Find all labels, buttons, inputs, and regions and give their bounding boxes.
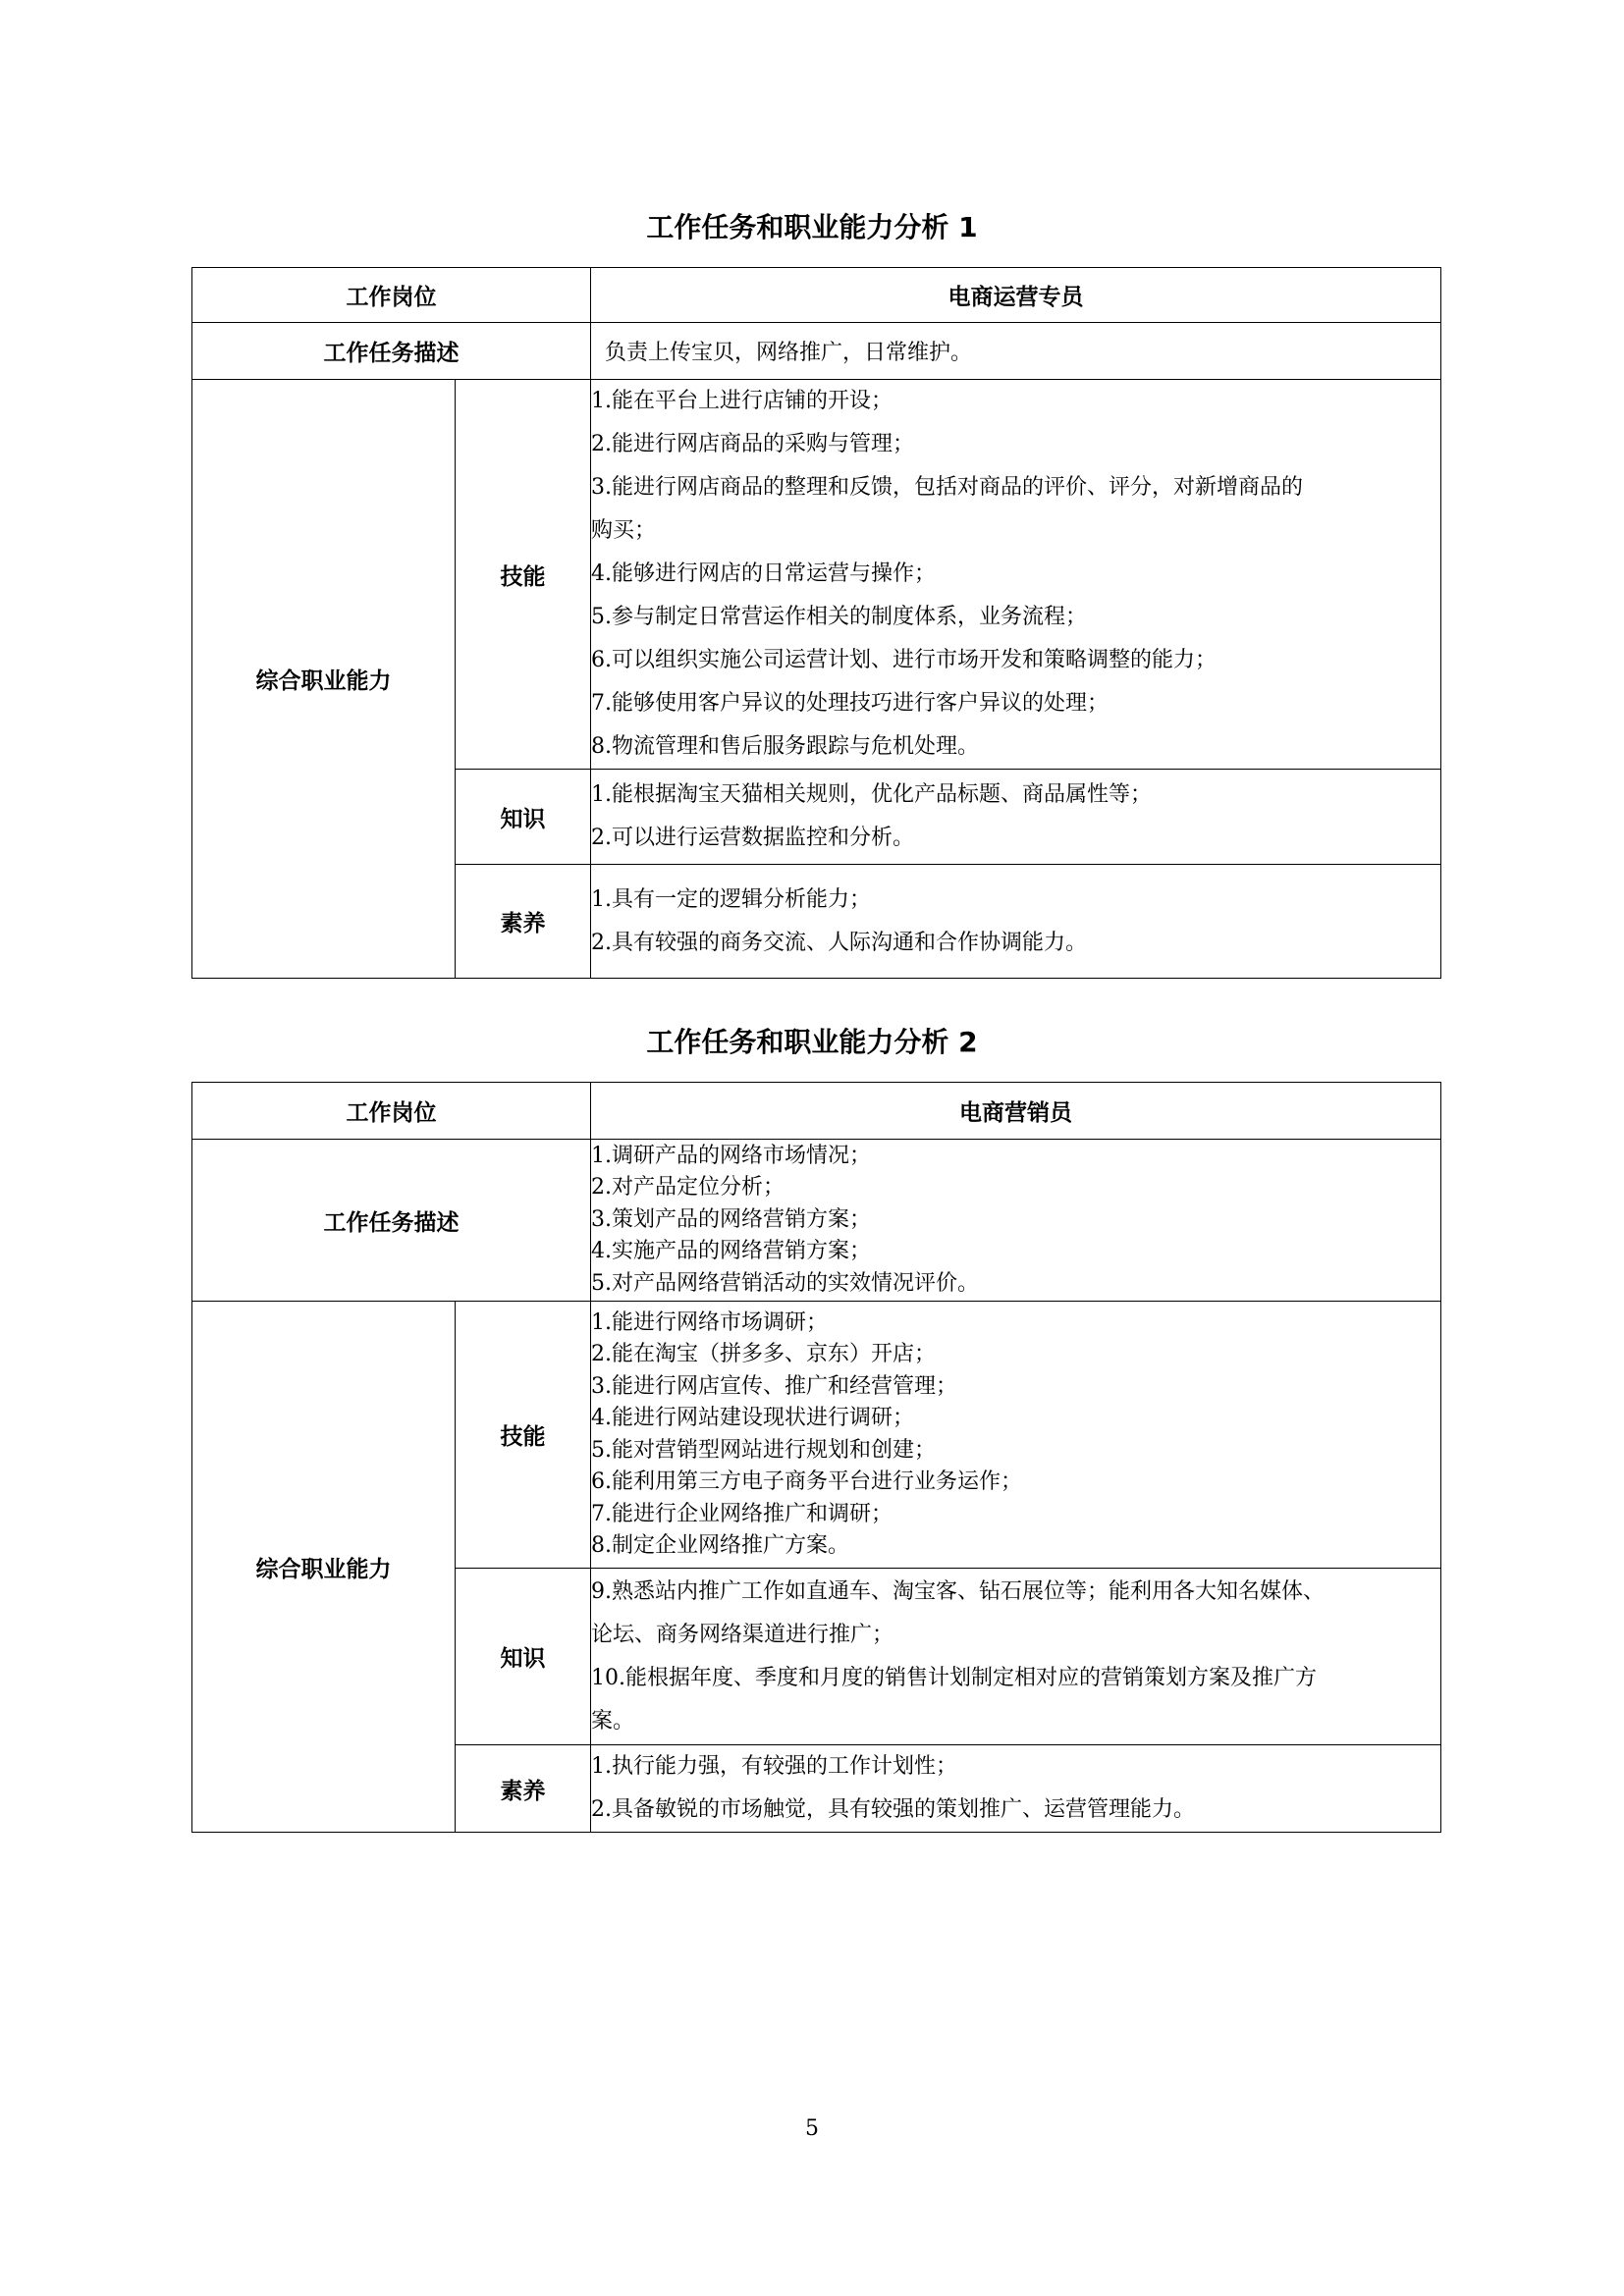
quality-list — [591, 865, 1441, 979]
quality-list — [591, 1745, 1441, 1833]
task-value: 负责上传宝贝，网络推广，日常维护。 — [591, 323, 1441, 380]
list-item: 2.具有较强的商务交流、人际沟通和合作协调能力。 — [591, 930, 1087, 955]
list-item: 8.制定企业网络推广方案。 — [591, 1533, 849, 1558]
list-item: 2.能在淘宝（拼多多、京东）开店； — [591, 1342, 936, 1366]
list-item: 9.熟悉站内推广工作如直通车、淘宝客、钻石展位等；能利用各大知名媒体、 — [591, 1578, 1325, 1604]
list-item: 7.能进行企业网络推广和调研； — [591, 1501, 893, 1526]
list-item: 1.能进行网络市场调研； — [591, 1309, 828, 1335]
list-item: 4.能进行网站建设现状进行调研； — [591, 1406, 914, 1430]
table-row — [192, 1140, 1441, 1302]
list-item: 1.调研产品的网络市场情况； — [591, 1143, 871, 1168]
list-item: 1.执行能力强，有较强的工作计划性； — [591, 1754, 957, 1779]
list-item: 2.可以进行运营数据监控和分析。 — [591, 826, 914, 850]
list-item: 3.能进行网店宣传、推广和经营管理； — [591, 1373, 957, 1399]
list-item: 7.能够使用客户异议的处理技巧进行客户异议的处理； — [591, 691, 1109, 716]
list-item: 购买； — [591, 518, 657, 543]
list-item: 4.能够进行网店的日常运营与操作； — [591, 561, 936, 586]
list-item: 1.能在平台上进行店铺的开设； — [591, 389, 893, 413]
page-number: 5 — [805, 2116, 819, 2141]
ability-label: 综合职业能力 — [192, 380, 456, 979]
list-item: 6.可以组织实施公司运营计划、进行市场开发和策略调整的能力； — [591, 648, 1217, 672]
list-item: 5.对产品网络营销活动的实效情况评价。 — [591, 1270, 979, 1296]
list-item: 论坛、商务网络渠道进行推广； — [591, 1622, 894, 1647]
skill-label: 技能 — [456, 380, 591, 770]
table2-title: 工作任务和职业能力分析 2 — [646, 1026, 978, 1058]
table-row — [192, 323, 1441, 380]
list-item: 案。 — [591, 1708, 635, 1734]
task-list — [591, 1140, 1441, 1302]
skill-list — [591, 380, 1441, 770]
knowledge-list — [591, 770, 1441, 865]
job-analysis-table-2 — [191, 1082, 1441, 1833]
list-item: 10.能根据年度、季度和月度的销售计划制定相对应的营销策划方案及推广方 — [591, 1665, 1317, 1690]
quality-label: 素养 — [456, 865, 591, 979]
task-label: 工作任务描述 — [192, 1140, 591, 1302]
knowledge-label: 知识 — [456, 770, 591, 865]
table1-title: 工作任务和职业能力分析 1 — [646, 211, 978, 243]
table-row — [192, 268, 1441, 323]
list-item: 4.实施产品的网络营销方案； — [591, 1239, 871, 1264]
list-item: 1.能根据淘宝天猫相关规则，优化产品标题、商品属性等； — [591, 782, 1152, 807]
list-item: 5.能对营销型网站进行规划和创建； — [591, 1437, 936, 1463]
list-item: 1.具有一定的逻辑分析能力； — [591, 886, 871, 912]
list-item: 5.参与制定日常营运作相关的制度体系，业务流程； — [591, 605, 1087, 629]
table-row — [192, 380, 1441, 770]
knowledge-list — [591, 1569, 1441, 1745]
table-row — [192, 1302, 1441, 1569]
task-label: 工作任务描述 — [192, 323, 591, 380]
post-value: 电商运营专员 — [591, 268, 1441, 323]
skill-label: 技能 — [456, 1302, 591, 1569]
knowledge-label: 知识 — [456, 1569, 591, 1745]
table-row — [192, 1083, 1441, 1140]
post-value: 电商营销员 — [591, 1083, 1441, 1140]
list-item: 2.具备敏锐的市场触觉，具有较强的策划推广、运营管理能力。 — [591, 1797, 1195, 1822]
list-item: 3.策划产品的网络营销方案； — [591, 1206, 871, 1232]
list-item: 8.物流管理和售后服务跟踪与危机处理。 — [591, 734, 979, 759]
list-item: 3.能进行网店商品的整理和反馈，包括对商品的评价、评分，对新增商品的 — [591, 475, 1303, 500]
post-label: 工作岗位 — [192, 1083, 591, 1140]
ability-label: 综合职业能力 — [192, 1302, 456, 1833]
job-analysis-table-1 — [191, 267, 1441, 979]
post-label: 工作岗位 — [192, 268, 591, 323]
list-item: 6.能利用第三方电子商务平台进行业务运作； — [591, 1469, 1022, 1494]
list-item: 2.对产品定位分析； — [591, 1175, 785, 1201]
list-item: 2.能进行网店商品的采购与管理； — [591, 432, 914, 456]
quality-label: 素养 — [456, 1745, 591, 1833]
skill-list — [591, 1302, 1441, 1569]
